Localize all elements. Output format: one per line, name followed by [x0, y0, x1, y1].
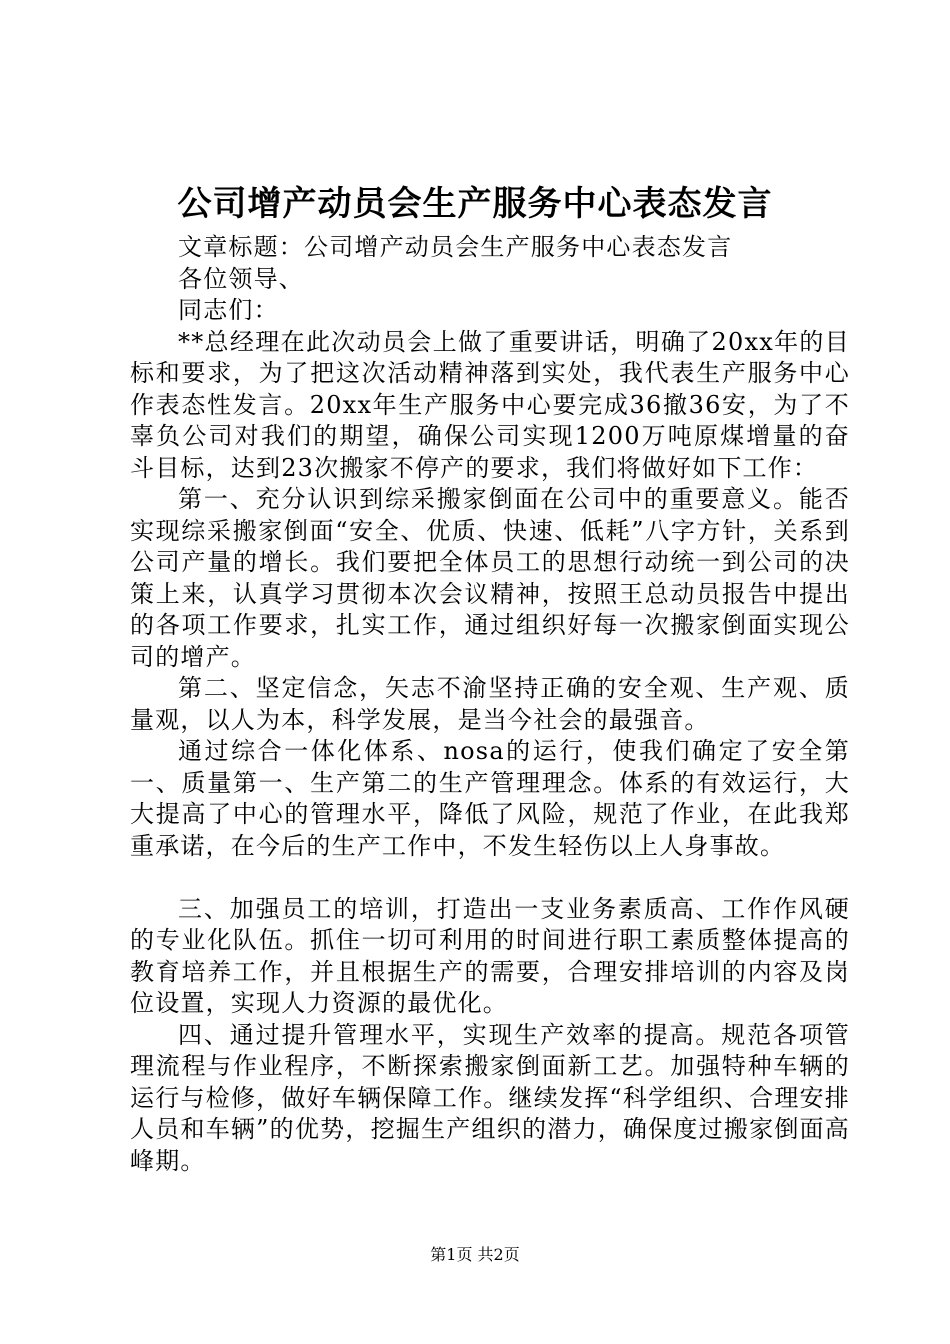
- salutation-comrades: 同志们：: [178, 296, 279, 324]
- point-three-paragraph: 三、加强员工的培训，打造出一支业务素质高、工作作风硬的专业化队伍。抓住一切可利用的时间进行职工素质整体提高的教育培养工作，并且根据生产的需要，合理安排培训的内容及岗位设置，实现人力资源的最优化。: [130, 894, 850, 1017]
- point-one-paragraph: 第一、充分认识到综采搬家倒面在公司中的重要意义。能否实现综采搬家倒面“安全、优质、快速、低耗”八字方针，关系到公司产量的增长。我们要把全体员工的思想行动统一到公司的决策上来，认真学习贯彻本次会议精神，按照王总动员报告中提出的各项工作要求，扎实工作，通过组织好每一次搬家倒面实现公司的增产。: [130, 485, 850, 671]
- salutation-leaders: 各位领导、: [178, 264, 304, 293]
- intro-paragraph: **总经理在此次动员会上做了重要讲话，明确了20xx年的目标和要求，为了把这次活动精神落到实处，我代表生产服务中心作表态性发言。20xx年生产服务中心要完成36撤36安，为了不辜负公司对我们的期望，确保公司实现1200万吨原煤增量的奋斗目标，达到23次搬家不停产的要求，我们将做好如下工作：: [130, 327, 850, 482]
- article-title-line: 文章标题：公司增产动员会生产服务中心表态发言: [178, 233, 733, 261]
- blank-line: [130, 862, 850, 894]
- page-number-footer: 第1页 共2页: [430, 1245, 520, 1264]
- point-two-paragraph: 第二、坚定信念，矢志不渝坚持正确的安全观、生产观、质量观，以人为本，科学发展，是当今社会的最强音。: [130, 674, 850, 734]
- system-paragraph: 通过综合一体化体系、nosa的运行，使我们确定了安全第一、质量第一、生产第二的生产管理理念。体系的有效运行，大大提高了中心的管理水平，降低了风险，规范了作业，在此我郑重承诺，在今后的生产工作中，不发生轻伤以上人身事故。: [130, 737, 850, 860]
- document-body: [130, 232, 850, 1177]
- document-title: 公司增产动员会生产服务中心表态发言: [177, 184, 773, 224]
- point-four-paragraph: 四、通过提升管理水平，实现生产效率的提高。规范各项管理流程与作业程序，不断探索搬家倒面新工艺。加强特种车辆的运行与检修，做好车辆保障工作。继续发挥“科学组织、合理安排人员和车辆”的优势，挖掘生产组织的潜力，确保度过搬家倒面高峰期。: [130, 1020, 850, 1175]
